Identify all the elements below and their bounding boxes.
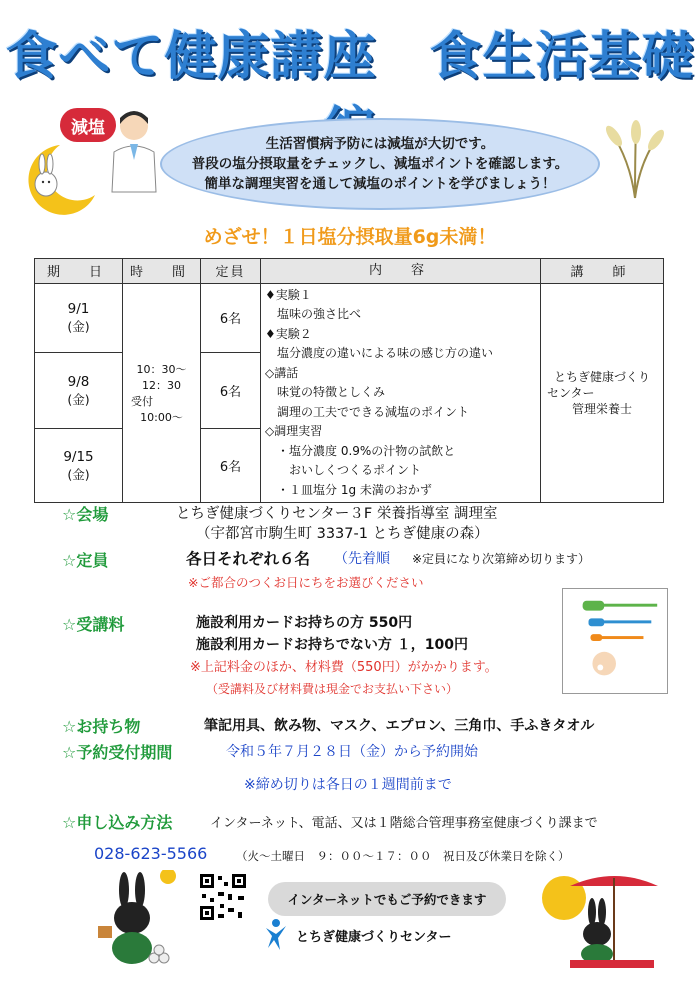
date-cell — [35, 353, 123, 429]
header-teacher: 講 師 — [541, 259, 664, 284]
rabbit-mascot-illustration — [86, 870, 176, 970]
teacher-line: とちぎ健康づくり — [553, 369, 650, 384]
day-value: (金) — [67, 466, 90, 482]
qr-code[interactable] — [198, 872, 248, 922]
header-content: 内 容 — [261, 259, 541, 284]
intro-line-2: 普段の塩分摂取量をチェックし、減塩ポイントを確認します。 — [191, 156, 569, 172]
teacher-line: 管理栄養士 — [571, 401, 632, 416]
content-line: ・１皿塩分 1g 未満のおかず — [265, 482, 432, 497]
content-line: 塩分濃度の違いによる味の感じ方の違い — [265, 346, 494, 360]
header-capacity: 定員 — [201, 259, 261, 284]
intro-line-1: 生活習慣病予防には減塩が大切です。 — [265, 136, 495, 152]
time-cell — [123, 283, 201, 503]
capacity-remark: ※ご都合のつくお日にちをお選びください — [188, 575, 424, 590]
internet-reservation-bubble: インターネットでもご予約できます — [268, 882, 506, 916]
capacity-cell: 6名 — [201, 429, 261, 503]
venue-line-2: （宇都宮市駒生町 3337-1 とちぎ健康の森） — [196, 526, 489, 542]
fee-note-2: （受講料及び材料費は現金でお支払い下さい） — [206, 682, 459, 696]
reception-time: 10:00～ — [140, 410, 183, 424]
capacity-first-come: （先着順 — [334, 551, 390, 567]
content-line: ♦実験１ — [265, 287, 312, 302]
table-header-row — [35, 259, 664, 284]
capacity-label: ☆定員 — [62, 551, 109, 570]
reservation-text: 令和５年７月２８日（金）から予約開始 — [226, 744, 478, 760]
goal-banner: めざせ！１日塩分摂取量6g未満！ — [203, 226, 497, 248]
table-row — [35, 283, 664, 353]
content-line: ♦実験２ — [265, 326, 312, 341]
reservation-label: ☆予約受付期間 — [62, 743, 173, 762]
phone-hours: （火～土曜日 ９：００～１７：００ 祝日及び休業日を除く） — [236, 849, 570, 863]
salt-reduction-badge: 減塩 — [60, 108, 116, 142]
capacity-cell: 6名 — [201, 353, 261, 429]
capacity-cell: 6名 — [201, 283, 261, 353]
content-line: 塩味の強さ比べ — [265, 307, 362, 321]
items-text: 筆記用具、飲み物、マスク、エプロン、三角巾、手ふきタオル — [204, 718, 595, 734]
content-line: ・塩分濃度 0.9%の汁物の試飲と — [265, 443, 456, 458]
date-value: 9/15 — [63, 448, 94, 465]
schedule-table — [34, 258, 664, 503]
moon-rabbit-illustration — [20, 140, 100, 220]
time-start: 10：30～ — [136, 362, 187, 376]
fee-line-2: 施設利用カードお持ちでない方 １，100円 — [196, 637, 468, 653]
day-value: (金) — [67, 318, 90, 334]
venue-label: ☆会場 — [62, 505, 109, 524]
header-date: 期 日 — [35, 259, 123, 284]
intro-line-3: 簡単な調理実習を通して減塩のポイントを学びましょう！ — [204, 176, 556, 192]
content-line: 調理の工夫でできる減塩のポイント — [265, 404, 470, 419]
date-value: 9/1 — [67, 300, 90, 317]
reservation-deadline: ※締め切りは各日の１週間前まで — [244, 777, 452, 793]
fee-label: ☆受講料 — [62, 615, 125, 634]
capacity-note: ※定員になり次第締め切ります） — [412, 552, 591, 566]
items-label: ☆お持ち物 — [62, 717, 141, 736]
time-end: 12：30 — [142, 378, 181, 392]
apply-label: ☆申し込み方法 — [62, 813, 173, 832]
content-line: ◇講話 — [265, 365, 299, 380]
date-cell — [35, 283, 123, 353]
rabbit-umbrella-illustration — [540, 872, 660, 972]
teacher-cell — [541, 283, 664, 503]
content-line: ◇調理実習 — [265, 424, 323, 438]
header-time: 時 間 — [123, 259, 201, 284]
center-name: とちぎ健康づくりセンター — [296, 930, 452, 945]
apply-text: インターネット、電話、又は１階総合管理事務室健康づくり課まで — [210, 816, 598, 831]
teacher-line: センター — [547, 385, 595, 400]
pampas-grass-illustration — [600, 120, 670, 200]
reception-label: 受付 — [131, 394, 153, 408]
center-logo-icon — [262, 918, 290, 950]
content-line: 味覚の特徴としくみ — [265, 385, 386, 399]
day-value: (金) — [67, 391, 90, 407]
fee-note-1: ※上記料金のほか、材料費（550円）がかかります。 — [190, 660, 498, 675]
dietitian-illustration — [104, 104, 164, 194]
date-cell — [35, 429, 123, 503]
content-line: おいしくつくるポイント — [265, 463, 422, 477]
venue-line-1: とちぎ健康づくりセンター３F 栄養指導室 調理室 — [176, 506, 498, 522]
date-value: 9/8 — [67, 373, 90, 390]
capacity-main: 各日それぞれ６名 — [186, 550, 311, 568]
fee-line-1: 施設利用カードお持ちの方 550円 — [196, 615, 413, 631]
intro-bubble — [160, 118, 600, 210]
content-cell — [261, 283, 541, 503]
page-title: 食べて健康講座 食生活基礎 — [5, 27, 695, 87]
phone-number[interactable]: 028-623-5566 — [94, 844, 208, 863]
measuring-spoons-illustration — [562, 588, 668, 694]
